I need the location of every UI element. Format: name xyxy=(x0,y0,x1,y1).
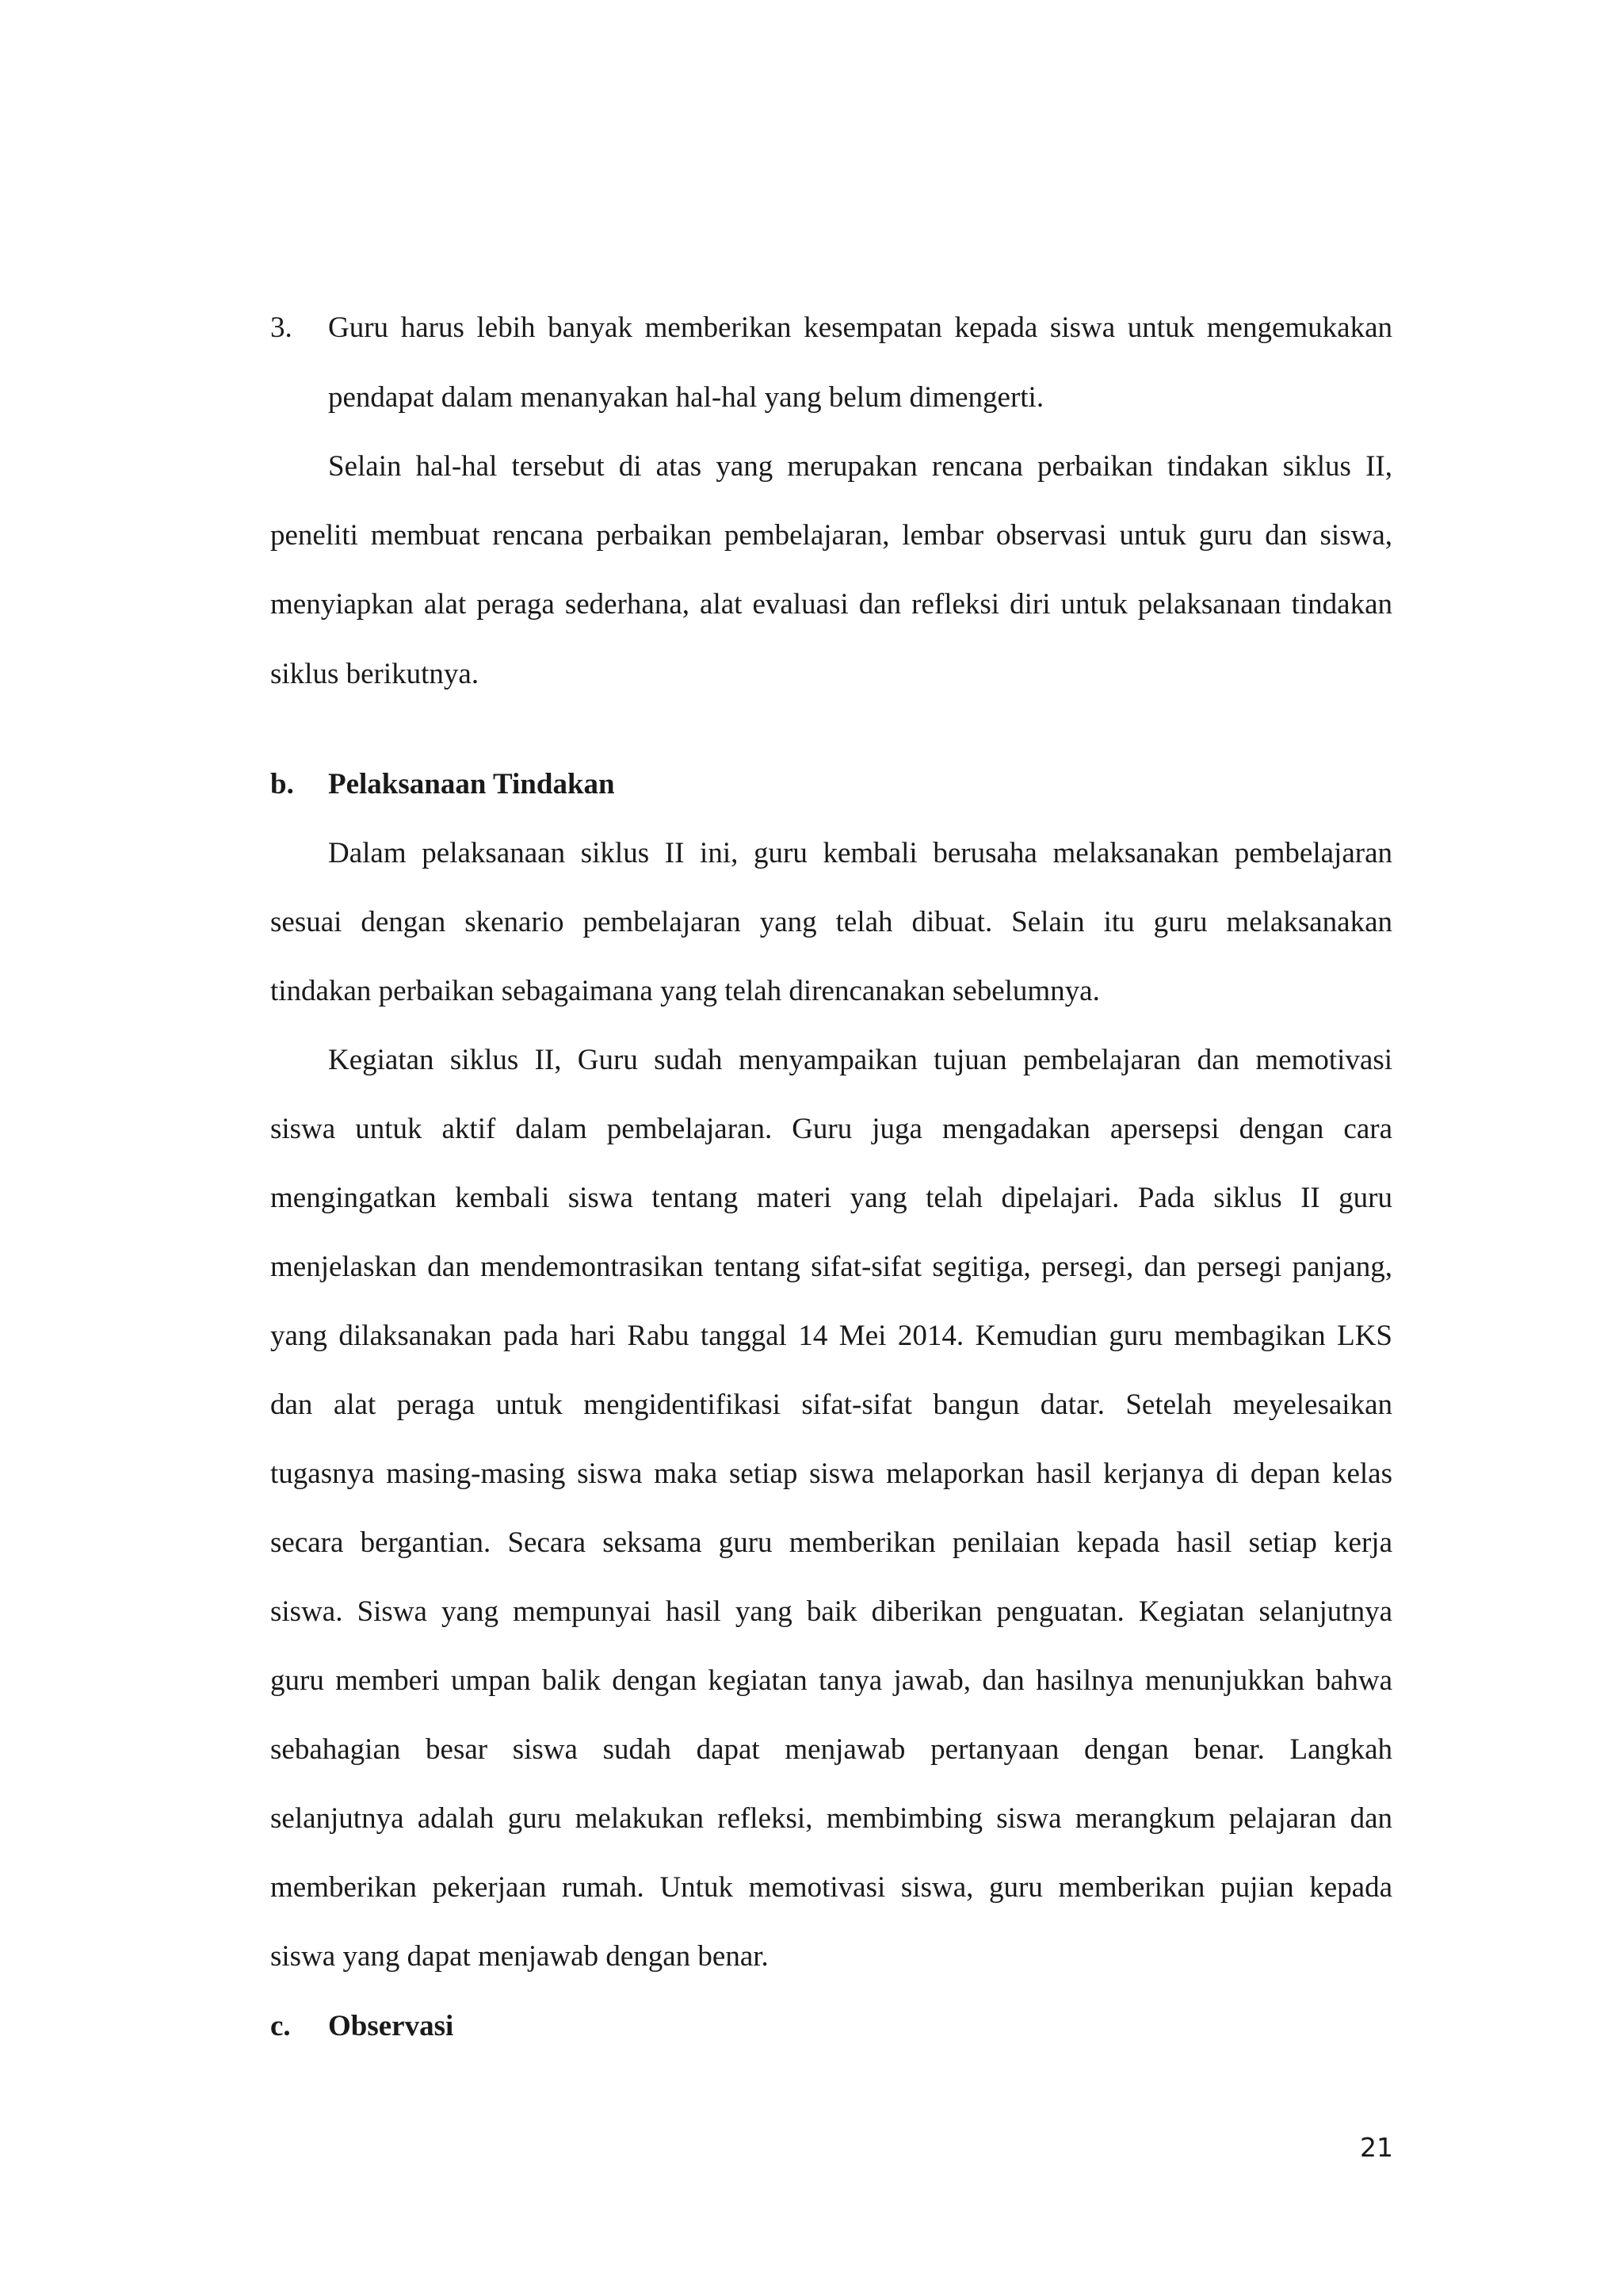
paragraph-line: siswa yang dapat menjawab dengan benar. xyxy=(270,1940,769,1973)
paragraph-line: Selain hal-hal tersebut di atas yang merupakan rencana perbaikan tindakan siklus II, xyxy=(328,450,1392,483)
paragraph-line: menyiapkan alat peraga sederhana, alat evaluasi dan refleksi diri untuk pelaksanaan tindakan xyxy=(270,588,1392,621)
paragraph-line: mengingatkan kembali siswa tentang materi yang telah dipelajari. Pada siklus II guru xyxy=(270,1182,1392,1214)
paragraph-line: siswa untuk aktif dalam pembelajaran. Guru juga mengadakan apersepsi dengan cara xyxy=(270,1113,1392,1145)
paragraph-line: memberikan pekerjaan rumah. Untuk memotivasi siswa, guru memberikan pujian kepada xyxy=(270,1871,1392,1904)
paragraph-line: siklus berikutnya. xyxy=(270,658,479,690)
paragraph-line: selanjutnya adalah guru melakukan refleksi, membimbing siswa merangkum pelajaran dan xyxy=(270,1802,1392,1835)
list-number: 3. xyxy=(270,311,292,344)
paragraph-line: guru memberi umpan balik dengan kegiatan tanya jawab, dan hasilnya menunjukkan bahwa xyxy=(270,1664,1392,1697)
paragraph-line: Dalam pelaksanaan siklus II ini, guru kembali berusaha melaksanakan pembelajaran xyxy=(328,837,1392,869)
paragraph-line: secara bergantian. Secara seksama guru memberikan penilaian kepada hasil setiap kerja xyxy=(270,1526,1392,1559)
paragraph-line: dan alat peraga untuk mengidentifikasi sifat-sifat bangun datar. Setelah meyelesaikan xyxy=(270,1389,1392,1421)
section-label: c. xyxy=(270,2010,291,2042)
paragraph-line: peneliti membuat rencana perbaikan pembelajaran, lembar observasi untuk guru dan siswa, xyxy=(270,519,1392,552)
paragraph-line: tugasnya masing-masing siswa maka setiap siswa melaporkan hasil kerjanya di depan kelas xyxy=(270,1457,1392,1490)
paragraph-line: yang dilaksanakan pada hari Rabu tanggal 14 Mei 2014. Kemudian guru membagikan LKS xyxy=(270,1320,1392,1352)
page-number: 21 xyxy=(1360,2132,1393,2163)
paragraph-line: siswa. Siswa yang mempunyai hasil yang baik diberikan penguatan. Kegiatan selanjutnya xyxy=(270,1595,1392,1628)
section-label: b. xyxy=(270,768,294,800)
list-item-line: pendapat dalam menanyakan hal-hal yang belum dimengerti. xyxy=(328,381,1044,414)
section-heading: Pelaksanaan Tindakan xyxy=(328,768,615,800)
paragraph-line: Kegiatan siklus II, Guru sudah menyampaikan tujuan pembelajaran dan memotivasi xyxy=(328,1044,1392,1076)
paragraph-line: sesuai dengan skenario pembelajaran yang telah dibuat. Selain itu guru melaksanakan xyxy=(270,906,1392,938)
list-item-line: Guru harus lebih banyak memberikan kesempatan kepada siswa untuk mengemukakan xyxy=(328,311,1392,344)
paragraph-line: sebahagian besar siswa sudah dapat menjawab pertanyaan dengan benar. Langkah xyxy=(270,1733,1392,1766)
paragraph-line: tindakan perbaikan sebagaimana yang telah direncanakan sebelumnya. xyxy=(270,975,1100,1007)
section-heading: Observasi xyxy=(328,2010,454,2042)
paragraph-line: menjelaskan dan mendemontrasikan tentang sifat-sifat segitiga, persegi, dan persegi panjang, xyxy=(270,1251,1392,1283)
